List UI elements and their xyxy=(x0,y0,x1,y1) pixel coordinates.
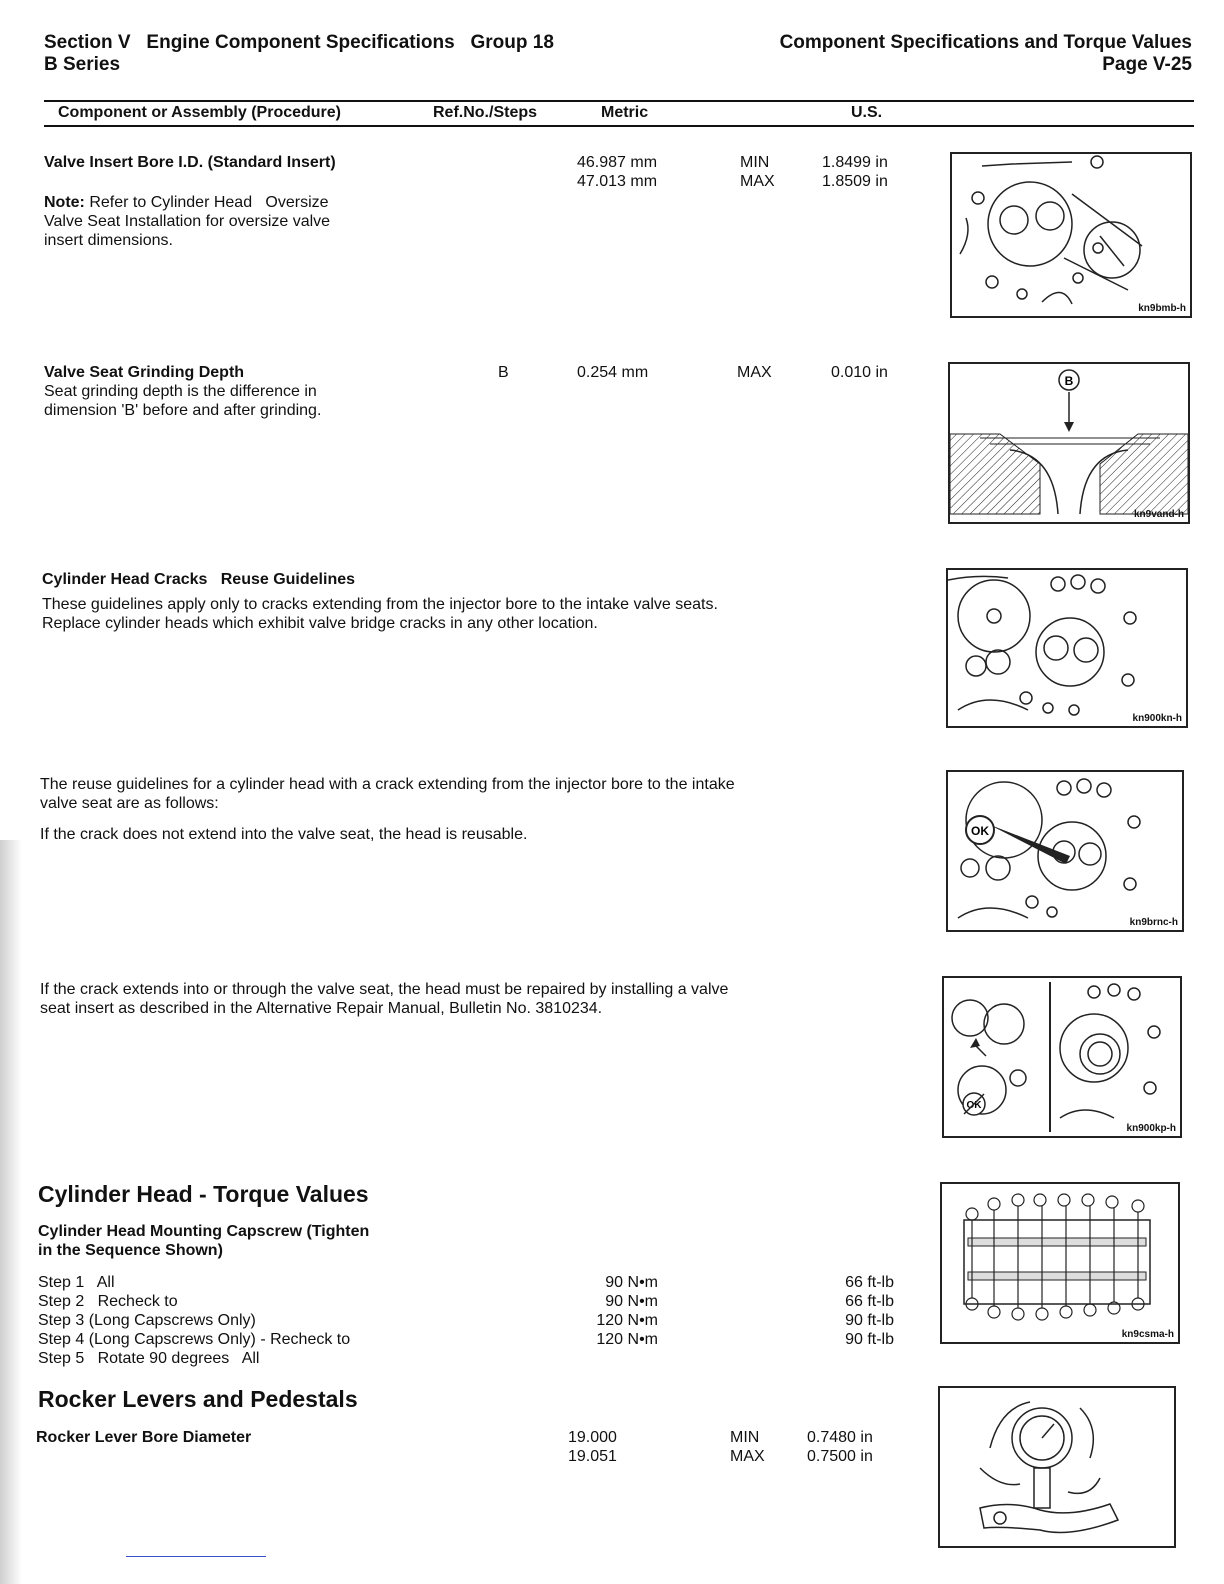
valve-insert-metric-min: 46.987 mm xyxy=(577,154,658,171)
rocker-limits xyxy=(730,1428,765,1466)
torque-step-row xyxy=(38,1292,908,1311)
figure-caption: kn9csma-h xyxy=(1121,1329,1174,1340)
header-rule xyxy=(44,125,1194,127)
header-doc-title: Component Specifications and Torque Values xyxy=(779,32,1192,53)
figure-rocker-gauge xyxy=(938,1386,1176,1548)
rocker-metric-max: 19.051 xyxy=(568,1448,617,1465)
torque-subtitle xyxy=(38,1222,369,1260)
figure-valve-insert xyxy=(950,152,1192,318)
note-line2: Valve Seat Installation for oversize valve xyxy=(44,213,331,230)
torque-step-us: 66 ft-lb xyxy=(845,1293,894,1310)
repair-text xyxy=(40,980,728,1018)
figure-cracks xyxy=(946,568,1188,728)
header-section-title: Section V Engine Component Specifications Group 18 xyxy=(44,32,554,53)
header-right xyxy=(780,32,1192,76)
torque-step-us: 90 ft-lb xyxy=(845,1312,894,1329)
torque-step-label: Step 5 Rotate 90 degrees All xyxy=(38,1350,260,1367)
repair-line2: seat insert as described in the Alternative Repair Manual, Bulletin No. 3810234. xyxy=(40,1000,603,1017)
rocker-metric-min: 19.000 xyxy=(568,1429,617,1446)
figure-caption: kn9bmb-h xyxy=(1138,303,1186,314)
figure-caption: kn9vand-h xyxy=(1133,509,1184,520)
rocker-max-label: MAX xyxy=(730,1448,765,1465)
torque-step-metric: 90 N•m xyxy=(605,1274,658,1291)
header-left xyxy=(44,32,554,76)
bottom-link-rule xyxy=(126,1556,266,1557)
cracks-line1: These guidelines apply only to cracks extending from the injector bore to the intake valve seats. xyxy=(42,596,718,613)
rocker-item: Rocker Lever Bore Diameter xyxy=(36,1429,252,1446)
cracks-text xyxy=(42,595,718,633)
dimension-b-marker: B xyxy=(1064,374,1074,388)
torque-step-label: Step 3 (Long Capscrews Only) xyxy=(38,1312,256,1329)
figure-reuse-ok xyxy=(946,770,1184,932)
torque-step-row xyxy=(38,1311,908,1330)
valve-insert-us-max: 1.8509 in xyxy=(822,173,888,190)
repair-line1: If the crack extends into or through the valve seat, the head must be repaired by installing a valve xyxy=(40,981,729,998)
valve-insert-metric-max: 47.013 mm xyxy=(577,173,658,190)
top-rule xyxy=(44,100,1194,102)
valve-insert-us xyxy=(822,153,888,191)
valve-seat-desc-line2: dimension 'B' before and after grinding. xyxy=(44,402,322,419)
figure-caption: kn900kn-h xyxy=(1132,713,1182,724)
col-metric: Metric xyxy=(601,104,649,121)
valve-insert-title: Valve Insert Bore I.D. (Standard Insert) xyxy=(44,154,336,171)
reuse-line1: The reuse guidelines for a cylinder head with a crack extending from the injector bore to the intake xyxy=(40,776,735,793)
torque-step-row xyxy=(38,1330,908,1349)
figure-caption: kn900kp-h xyxy=(1126,1123,1176,1134)
torque-step-label: Step 1 All xyxy=(38,1274,115,1291)
valve-seat-us: 0.010 in xyxy=(831,364,888,381)
header-series: B Series xyxy=(44,54,121,75)
cylinder-head-ok-drawing xyxy=(948,772,1182,930)
valve-seat-metric: 0.254 mm xyxy=(577,364,649,381)
torque-step-metric: 120 N•m xyxy=(596,1331,658,1348)
bore-gauge-drawing xyxy=(940,1388,1174,1546)
cracks-title: Cylinder Head Cracks Reuse Guidelines xyxy=(42,571,356,588)
valve-seat-drawing xyxy=(950,364,1188,522)
valve-seat-desc xyxy=(44,382,321,420)
torque-steps xyxy=(38,1273,908,1368)
valve-insert-note xyxy=(44,193,424,250)
torque-step-metric: 90 N•m xyxy=(605,1293,658,1310)
cracks-line2: Replace cylinder heads which exhibit valve bridge cracks in any other location. xyxy=(42,615,598,632)
torque-step-row xyxy=(38,1349,908,1368)
col-ref: Ref.No./Steps xyxy=(433,104,538,121)
valve-seat-desc-line1: Seat grinding depth is the difference in xyxy=(44,383,317,400)
torque-step-metric: 120 N•m xyxy=(596,1312,658,1329)
scan-edge-shadow xyxy=(0,840,22,1584)
figure-torque-sequence xyxy=(940,1182,1180,1344)
rocker-heading: Rocker Levers and Pedestals xyxy=(38,1386,358,1412)
cylinder-head-drawing xyxy=(948,570,1186,726)
figure-caption: kn9brnc-h xyxy=(1129,917,1178,928)
torque-subtitle-line2: in the Sequence Shown) xyxy=(38,1242,223,1259)
col-us: U.S. xyxy=(851,104,883,121)
rocker-us-min: 0.7480 in xyxy=(807,1429,873,1446)
valve-insert-max-label: MAX xyxy=(740,173,775,190)
reuse-line3: If the crack does not extend into the valve seat, the head is reusable. xyxy=(40,826,528,843)
torque-step-us: 66 ft-lb xyxy=(845,1274,894,1291)
valve-seat-max-label: MAX xyxy=(737,364,772,381)
note-label: Note: xyxy=(44,194,85,211)
not-ok-marker: OK xyxy=(966,1100,982,1111)
col-component: Component or Assembly (Procedure) xyxy=(58,104,342,121)
rocker-min-label: MIN xyxy=(730,1429,760,1446)
rocker-metric xyxy=(568,1428,617,1466)
torque-step-row xyxy=(38,1273,908,1292)
note-line3: insert dimensions. xyxy=(44,232,173,249)
rocker-us-max: 0.7500 in xyxy=(807,1448,873,1465)
capscrew-sequence-drawing xyxy=(942,1184,1178,1342)
torque-subtitle-line1: Cylinder Head Mounting Capscrew (Tighten xyxy=(38,1223,370,1240)
ok-marker: OK xyxy=(971,824,989,838)
rocker-us xyxy=(807,1428,873,1466)
figure-valve-seat xyxy=(948,362,1190,524)
torque-heading: Cylinder Head - Torque Values xyxy=(38,1181,369,1207)
note-line1: Refer to Cylinder Head Oversize xyxy=(89,194,329,211)
cylinder-head-repair-drawing xyxy=(944,978,1180,1136)
valve-insert-limits xyxy=(740,153,775,191)
valve-insert-metric xyxy=(577,153,657,191)
valve-insert-drawing xyxy=(952,154,1190,316)
valve-seat-ref: B xyxy=(498,364,509,381)
header-page-number: Page V-25 xyxy=(1102,54,1192,75)
valve-insert-us-min: 1.8499 in xyxy=(822,154,888,171)
torque-step-us: 90 ft-lb xyxy=(845,1331,894,1348)
reuse-text xyxy=(40,775,735,813)
reuse-line2: valve seat are as follows: xyxy=(40,795,219,812)
valve-seat-title: Valve Seat Grinding Depth xyxy=(44,364,245,381)
torque-step-label: Step 4 (Long Capscrews Only) - Recheck to xyxy=(38,1331,351,1348)
figure-repair xyxy=(942,976,1182,1138)
torque-step-label: Step 2 Recheck to xyxy=(38,1293,178,1310)
valve-insert-min-label: MIN xyxy=(740,154,770,171)
